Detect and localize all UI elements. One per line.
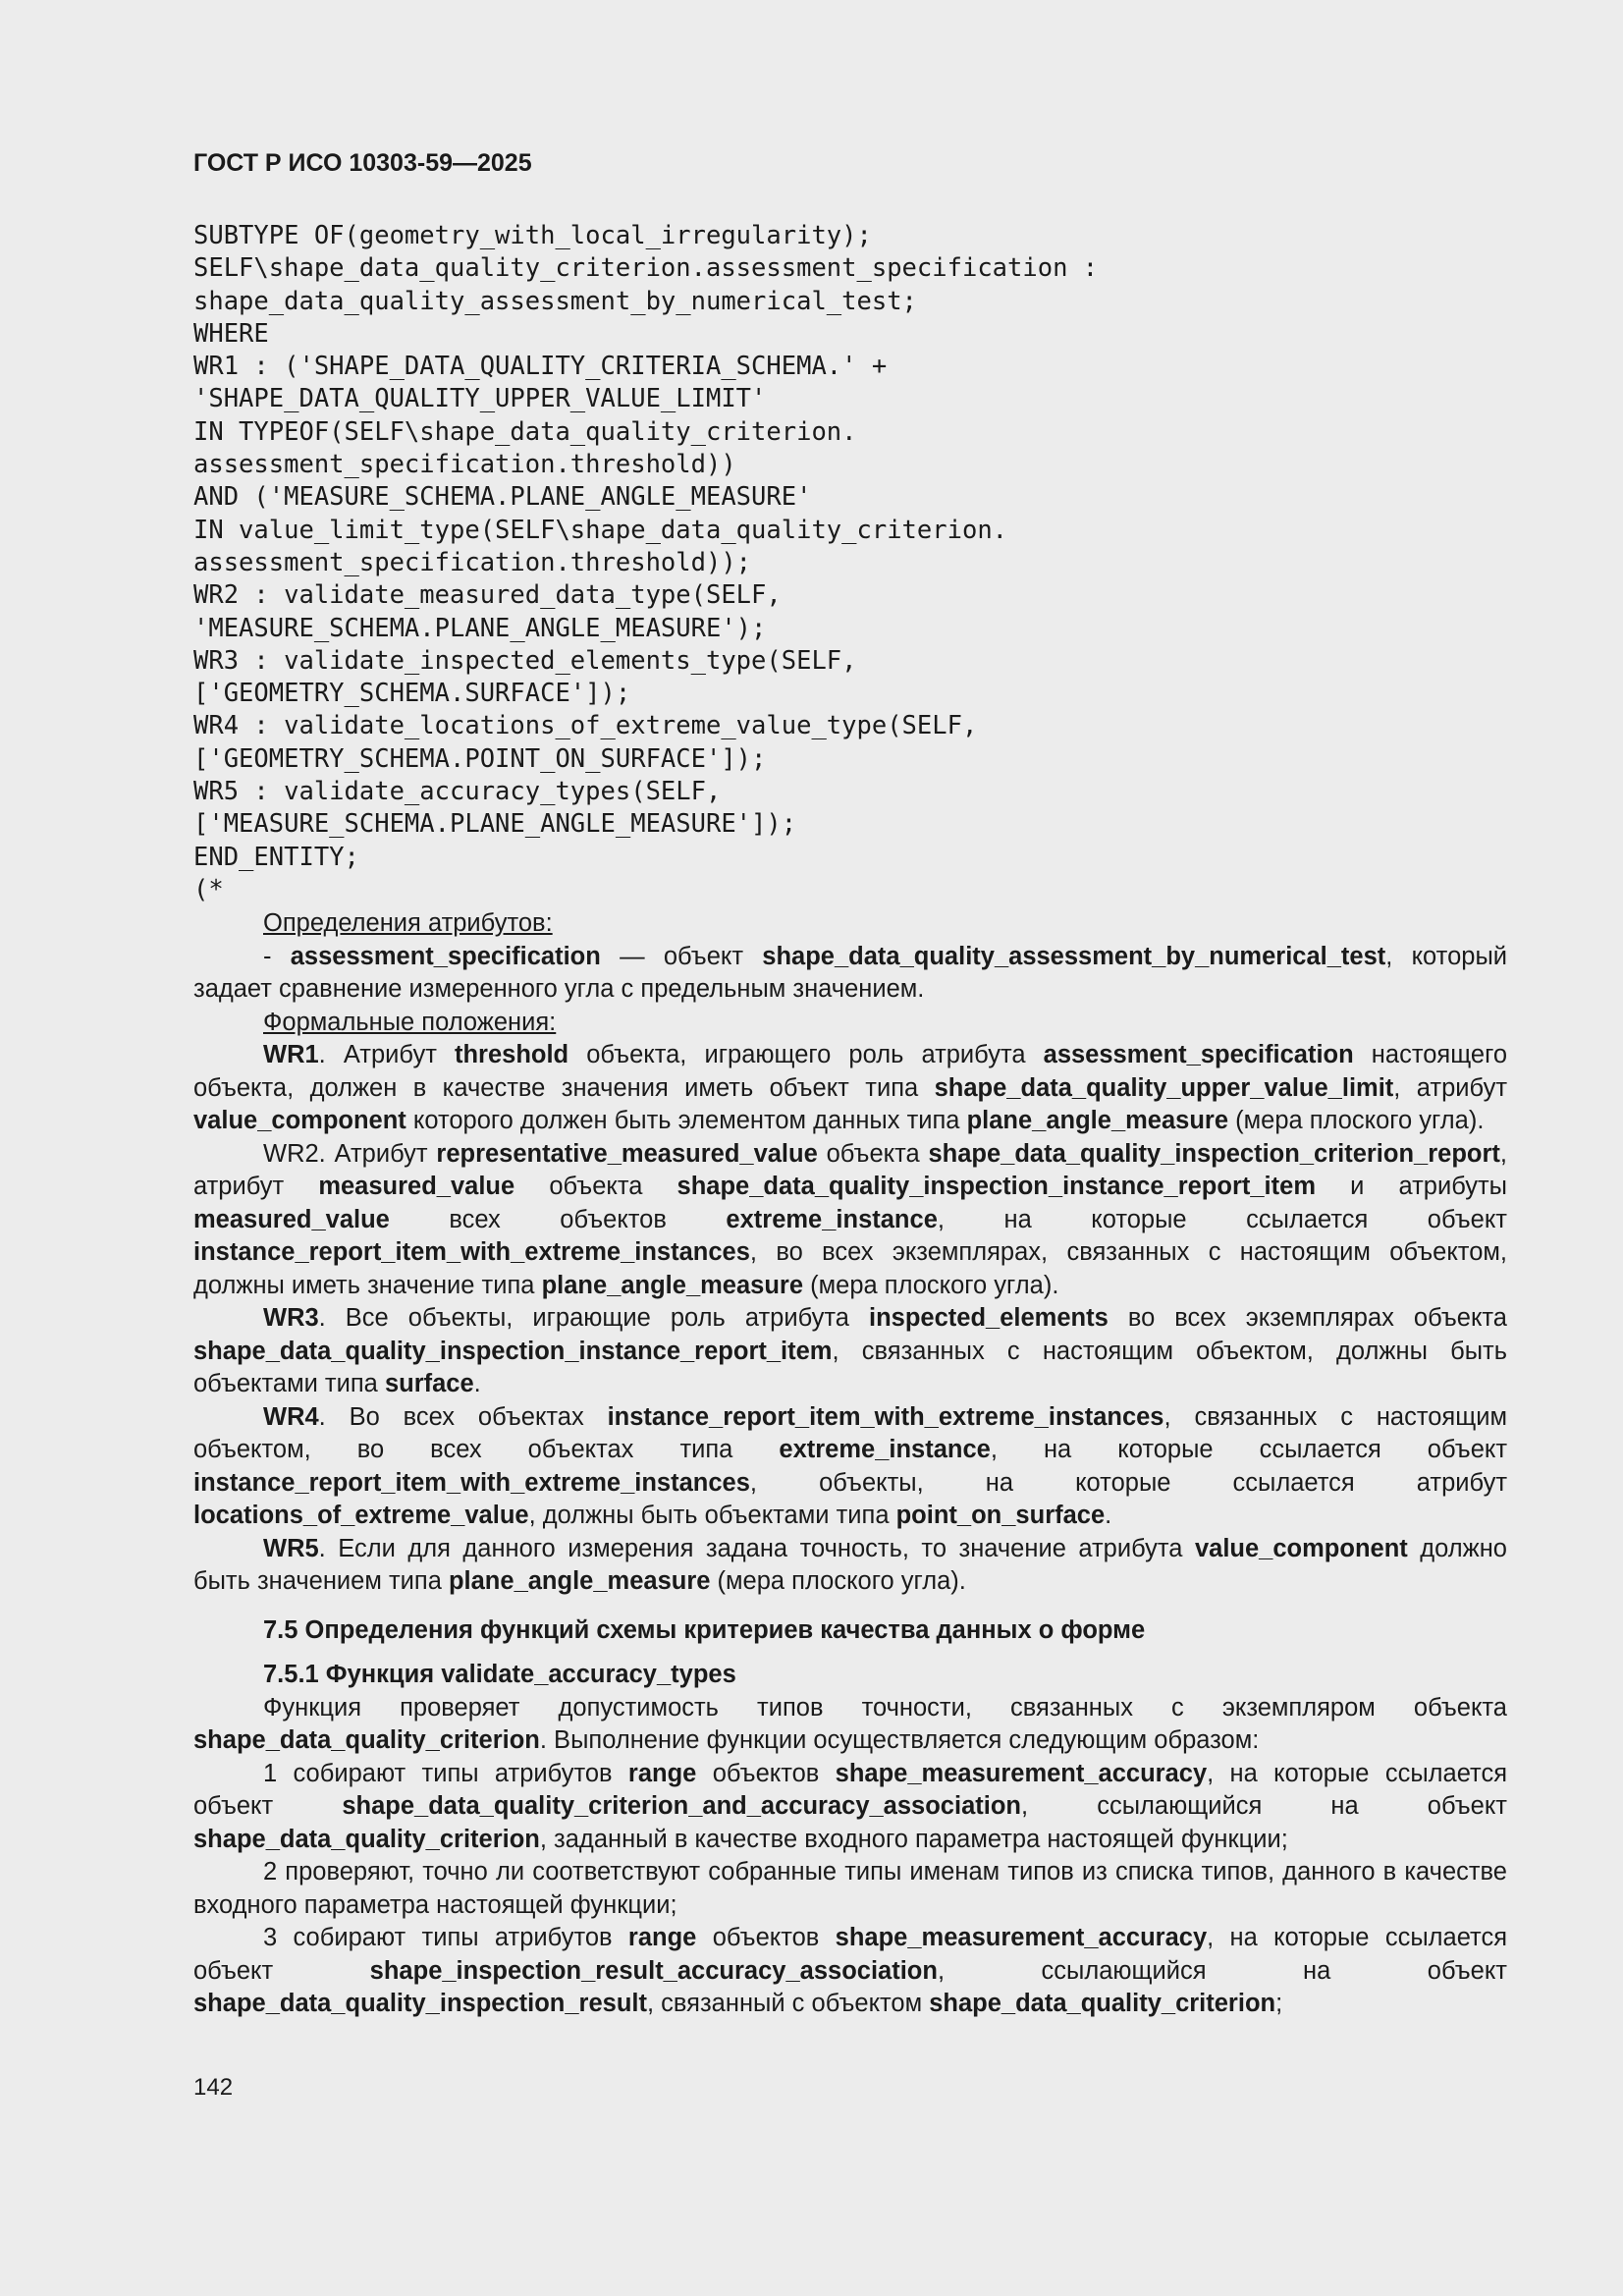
rule-wr2 xyxy=(193,1138,1507,1303)
term: shape_inspection_result_accuracy_association xyxy=(369,1956,938,1985)
text-run: , который задает сравнение измеренного угла с предельным значением. xyxy=(193,942,1508,1003)
page-number: 142 xyxy=(193,2074,234,2101)
text-run: . xyxy=(1105,1502,1112,1529)
code-line: WR5 : validate_accuracy_types(SELF, xyxy=(193,777,722,807)
code-line: ['MEASURE_SCHEMA.PLANE_ANGLE_MEASURE']); xyxy=(193,809,797,840)
text-run: , ссылающийся на объект xyxy=(1020,1792,1507,1820)
text-run: Функция проверяет допустимость типов точности, связанных с экземпляром объекта xyxy=(263,1693,1507,1722)
text-run: WR2. Атрибут xyxy=(263,1139,437,1168)
text-run: , должны быть объектами типа xyxy=(528,1502,896,1529)
step-1 xyxy=(193,1758,1507,1857)
term: value_component xyxy=(193,1107,406,1134)
code-line: (* xyxy=(193,874,224,904)
text-run: должно быть значением типа xyxy=(193,1534,1507,1595)
text-run: (мера плоского угла). xyxy=(710,1567,966,1595)
text-run: 2 проверяют, точно ли соответствуют собранные типы именам типов из списка типов, данного в качестве входного параметра настоящей функции; xyxy=(193,1858,1507,1919)
text-run: и атрибуты xyxy=(1316,1173,1507,1200)
text-run: , ссылающийся на объект xyxy=(937,1956,1507,1985)
code-line: SUBTYPE OF(geometry_with_local_irregularity); xyxy=(193,221,872,250)
code-line: WR1 : ('SHAPE_DATA_QUALITY_CRITERIA_SCHEMA.' + xyxy=(193,352,888,382)
text-run: . Все объекты, играющие роль атрибута xyxy=(318,1304,869,1332)
term: shape_measurement_accuracy xyxy=(835,1759,1208,1787)
rule-wr4 xyxy=(193,1401,1507,1533)
code-line: ['GEOMETRY_SCHEMA.POINT_ON_SURFACE']); xyxy=(193,743,767,774)
text-run: . Атрибут xyxy=(318,1041,455,1068)
term: surface xyxy=(384,1370,474,1397)
code-line: 'SHAPE_DATA_QUALITY_UPPER_VALUE_LIMIT' xyxy=(193,384,767,414)
term: WR1 xyxy=(263,1041,319,1068)
term: threshold xyxy=(454,1041,569,1068)
rule-wr5 xyxy=(193,1533,1507,1599)
code-line: AND ('MEASURE_SCHEMA.PLANE_ANGLE_MEASURE' xyxy=(193,482,812,513)
text-run: ; xyxy=(1275,1990,1283,2017)
term: plane_angle_measure xyxy=(541,1271,804,1299)
term: extreme_instance xyxy=(779,1436,991,1463)
term: measured_value xyxy=(318,1173,515,1200)
text-run: . xyxy=(473,1370,481,1397)
text-run: , связанных с настоящим объектом, должны быть объектами типа xyxy=(193,1337,1507,1397)
term: plane_angle_measure xyxy=(966,1107,1229,1134)
code-line: shape_data_quality_assessment_by_numerical_test; xyxy=(193,286,917,316)
code-line: ['GEOMETRY_SCHEMA.SURFACE']); xyxy=(193,679,631,709)
text-run: — объект xyxy=(600,942,763,970)
term: shape_data_quality_criterion xyxy=(193,1726,540,1754)
term: WR5 xyxy=(263,1534,319,1562)
term: plane_angle_measure xyxy=(448,1567,711,1595)
document-header: ГОСТ Р ИСО 10303-59—2025 xyxy=(193,149,532,177)
code-line: assessment_specification.threshold)); xyxy=(193,547,752,577)
text-run: (мера плоского угла). xyxy=(1228,1107,1485,1134)
term: instance_report_item_with_extreme_instances xyxy=(193,1468,750,1497)
text-run: , на которые ссылается объект xyxy=(193,1759,1507,1820)
text-run: , во всех экземплярах, связанных с настоящим объектом, должны иметь значение типа xyxy=(193,1238,1507,1299)
term: range xyxy=(627,1924,697,1951)
term: locations_of_extreme_value xyxy=(193,1502,529,1529)
term: shape_data_quality_criterion_and_accuracy_association xyxy=(342,1792,1021,1820)
text-run: . Во всех объектах xyxy=(318,1402,608,1431)
code-line: IN TYPEOF(SELF\shape_data_quality_criterion. xyxy=(193,416,857,447)
code-line: 'MEASURE_SCHEMA.PLANE_ANGLE_MEASURE'); xyxy=(193,613,767,643)
term: assessment_specification xyxy=(290,942,601,970)
text-run: 1 собирают типы атрибутов xyxy=(263,1759,628,1787)
formal-rules-heading: Формальные положения: xyxy=(263,1008,557,1036)
attribute-item xyxy=(193,941,1507,1007)
code-line: SELF\shape_data_quality_criterion.assessment_specification : xyxy=(193,253,1099,284)
term: shape_data_quality_criterion xyxy=(929,1990,1276,2017)
term: shape_data_quality_inspection_result xyxy=(193,1990,647,2017)
text-run: 3 собирают типы атрибутов xyxy=(263,1924,628,1951)
term: inspected_elements xyxy=(869,1304,1109,1332)
rule-wr3 xyxy=(193,1302,1507,1401)
text-run: , атрибут xyxy=(1393,1073,1508,1102)
section-heading-7-5-1: 7.5.1 Функция validate_accuracy_types xyxy=(263,1661,736,1688)
text-run: , заданный в качестве входного параметра настоящей функции; xyxy=(539,1825,1288,1853)
text-run: (мера плоского угла). xyxy=(803,1271,1059,1299)
text-run: , объекты, на которые ссылается атрибут xyxy=(749,1468,1507,1497)
document-body xyxy=(193,907,1507,2021)
function-intro xyxy=(193,1692,1507,1758)
express-code-block xyxy=(193,220,1509,906)
section-heading-7-5: 7.5 Определения функций схемы критериев качества данных о форме xyxy=(263,1615,1146,1644)
term: assessment_specification xyxy=(1043,1041,1354,1068)
step-3 xyxy=(193,1922,1507,2021)
step-2 xyxy=(193,1856,1507,1922)
text-run: во всех экземплярах объекта xyxy=(1108,1304,1507,1332)
text-run: объекта, играющего роль атрибута xyxy=(568,1041,1044,1068)
text-run: , на которые ссылается объект xyxy=(193,1924,1507,1985)
term: value_component xyxy=(1194,1534,1408,1562)
text-run: - xyxy=(263,942,291,970)
code-line: WR3 : validate_inspected_elements_type(SELF, xyxy=(193,645,857,676)
text-run: . Выполнение функции осуществляется следующим образом: xyxy=(539,1726,1260,1754)
text-run: , связанных с настоящим объектом, во всех объектах типа xyxy=(193,1402,1507,1463)
text-run: настоящего объекта, должен в качестве значения иметь объект типа xyxy=(193,1041,1508,1102)
term: shape_data_quality_inspection_instance_report_item xyxy=(193,1337,833,1365)
text-run: объекта xyxy=(817,1139,929,1168)
code-line: WHERE xyxy=(193,318,269,349)
text-run: объектов xyxy=(696,1759,836,1787)
code-line: WR4 : validate_locations_of_extreme_value_type(SELF, xyxy=(193,711,978,741)
term: shape_data_quality_assessment_by_numerical_test xyxy=(762,942,1386,970)
attributes-heading: Определения атрибутов: xyxy=(263,909,553,937)
term: instance_report_item_with_extreme_instances xyxy=(607,1402,1164,1431)
code-line: END_ENTITY; xyxy=(193,842,359,872)
text-run: объекта xyxy=(514,1173,677,1200)
term: shape_data_quality_upper_value_limit xyxy=(934,1073,1394,1102)
term: shape_data_quality_inspection_instance_report_item xyxy=(676,1173,1316,1200)
term: WR3 xyxy=(263,1304,319,1332)
text-run: . Если для данного измерения задана точность, то значение атрибута xyxy=(318,1534,1195,1562)
text-run: которого должен быть элементом данных типа xyxy=(406,1107,967,1134)
text-run: всех объектов xyxy=(389,1205,727,1233)
rule-wr1 xyxy=(193,1039,1507,1138)
code-line: WR2 : validate_measured_data_type(SELF, xyxy=(193,580,782,611)
text-run: объектов xyxy=(696,1924,836,1951)
text-run: , связанный с объектом xyxy=(647,1990,930,2017)
term: shape_data_quality_inspection_criterion_report xyxy=(928,1139,1500,1168)
term: instance_report_item_with_extreme_instances xyxy=(193,1238,750,1266)
code-line: IN value_limit_type(SELF\shape_data_quality_criterion. xyxy=(193,515,1008,545)
term: range xyxy=(627,1759,697,1787)
term: WR4 xyxy=(263,1402,319,1431)
term: representative_measured_value xyxy=(436,1139,818,1168)
term: extreme_instance xyxy=(726,1205,938,1233)
code-line: assessment_specification.threshold)) xyxy=(193,450,736,480)
term: shape_data_quality_criterion xyxy=(193,1825,540,1853)
text-run: , атрибут xyxy=(193,1139,1507,1200)
term: shape_measurement_accuracy xyxy=(835,1924,1208,1951)
term: measured_value xyxy=(193,1205,390,1233)
text-run: , на которые ссылается объект xyxy=(990,1436,1507,1463)
term: point_on_surface xyxy=(895,1502,1106,1529)
text-run: , на которые ссылается объект xyxy=(937,1205,1507,1233)
